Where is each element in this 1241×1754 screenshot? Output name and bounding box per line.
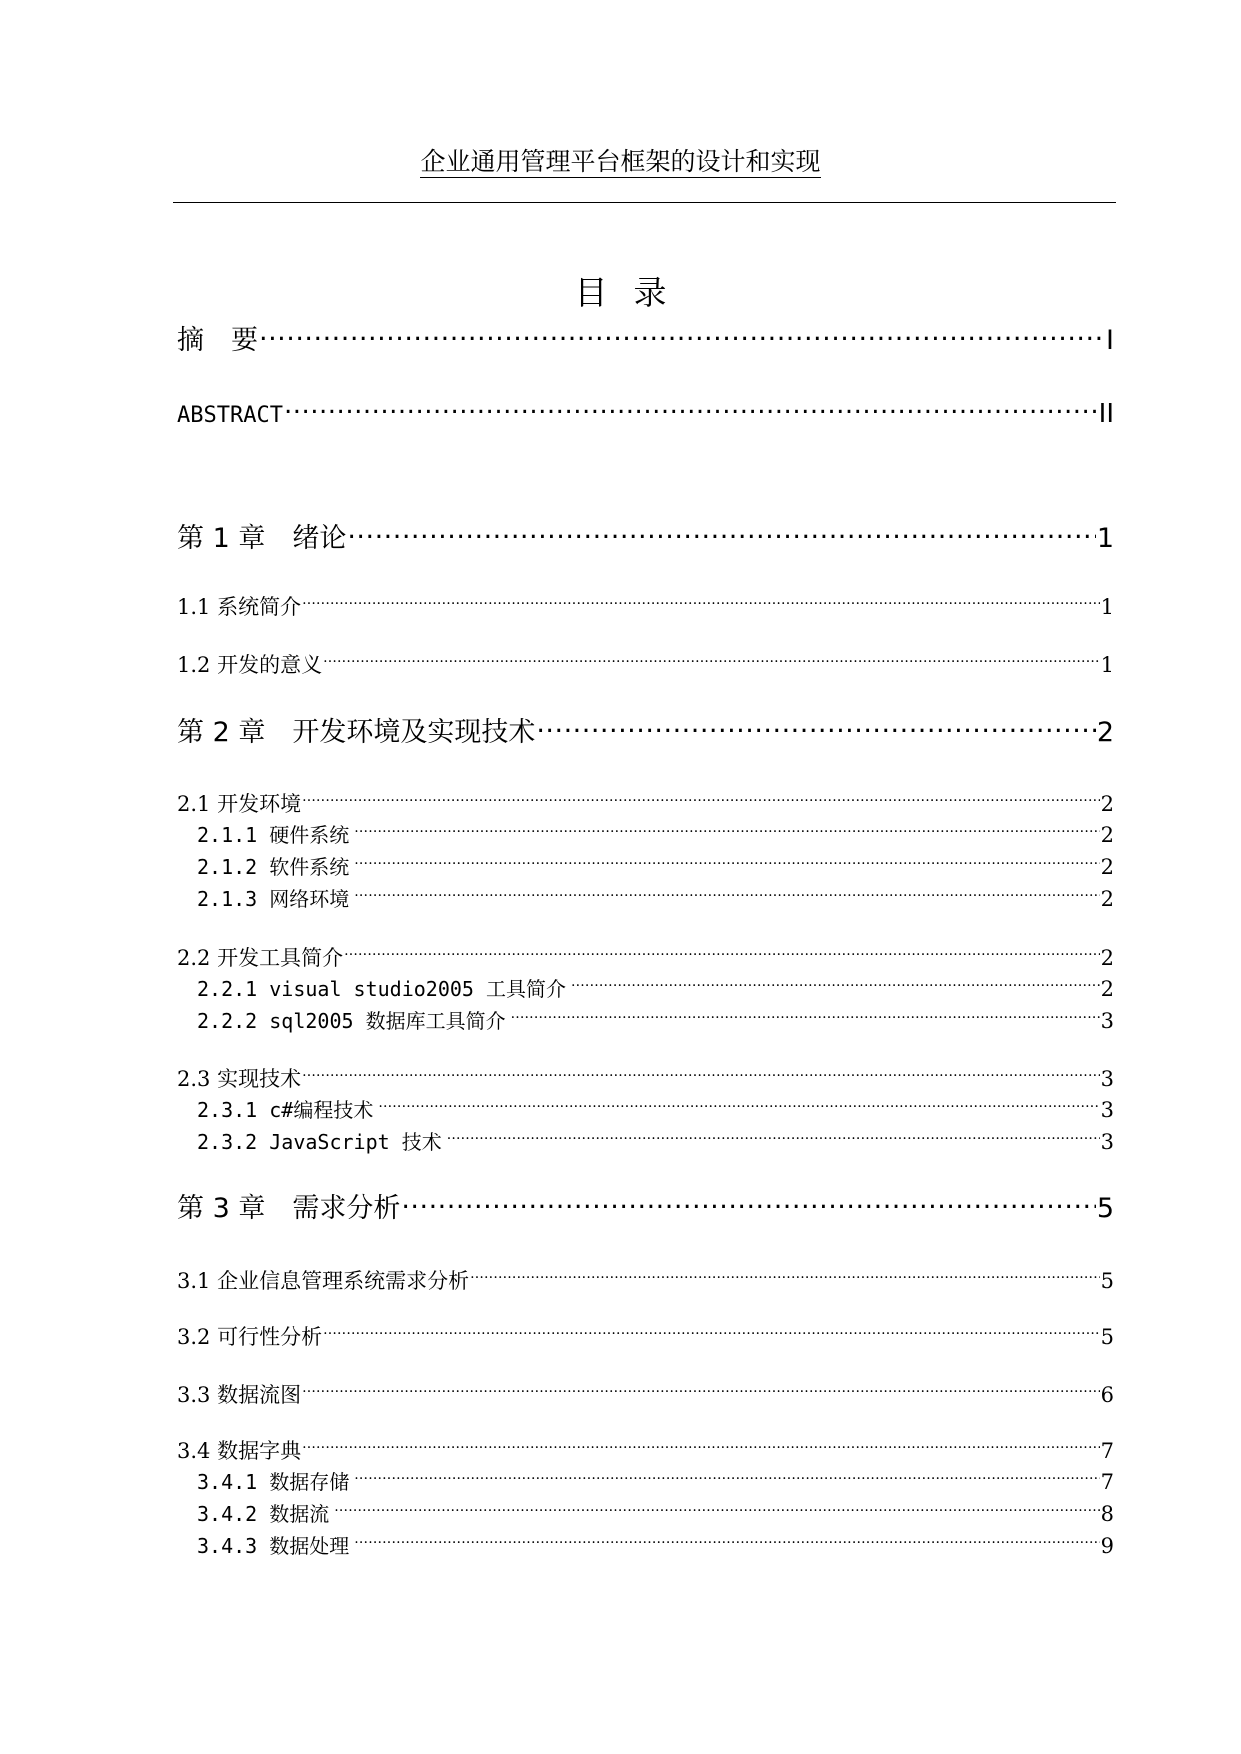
toc-entry-chapter-2[interactable] [177, 714, 1114, 750]
leader-dots [447, 1129, 1100, 1149]
toc-entry-2-1-1[interactable] [197, 822, 1114, 849]
toc-entry-page: 7 [1100, 1439, 1114, 1463]
toc-entry-page: 7 [1100, 1470, 1114, 1494]
toc-entry-page: 3 [1100, 1009, 1114, 1033]
leader-dots [354, 822, 1099, 842]
toc-entry-page: 2 [1096, 717, 1114, 748]
toc-entry-label: 3.4.1 数据存储 [197, 1470, 350, 1494]
toc-entry-3-4-2[interactable] [197, 1501, 1114, 1528]
toc-entry-label: 3.1 企业信息管理系统需求分析 [177, 1269, 470, 1293]
leader-dots [354, 1469, 1099, 1489]
toc-entry-label: 2.2 开发工具简介 [177, 946, 344, 970]
toc-entry-label: 2.3 实现技术 [177, 1067, 302, 1091]
toc-entry-2-3[interactable] [177, 1065, 1114, 1093]
toc-entry-3-2[interactable] [177, 1323, 1114, 1351]
toc-entry-label: 2.1.3 网络环境 [197, 887, 350, 911]
toc-entry-page: 1 [1100, 653, 1114, 677]
toc-entry-page: 9 [1100, 1534, 1114, 1558]
toc-entry-2-2-1[interactable] [197, 976, 1114, 1003]
toc-entry-page: 5 [1100, 1269, 1114, 1293]
toc-entry-label: 3.4 数据字典 [177, 1439, 302, 1463]
toc-entry-page: 5 [1100, 1325, 1114, 1349]
toc-entry-2-3-1[interactable] [197, 1097, 1114, 1124]
leader-dots [259, 322, 1105, 349]
toc-entry-page: 3 [1100, 1130, 1114, 1154]
toc-entry-label: 1.1 系统简介 [177, 595, 302, 619]
toc-entry-label: 3.2 可行性分析 [177, 1325, 323, 1349]
toc-entry-label: 2.2.2 sql2005 数据库工具简介 [197, 1009, 506, 1033]
toc-entry-label: 2.3.2 JavaScript 技术 [197, 1130, 442, 1154]
toc-entry-2-1-3[interactable] [197, 886, 1114, 913]
leader-dots [323, 651, 1100, 672]
toc-entry-2-1[interactable] [177, 790, 1114, 818]
leader-dots [334, 1501, 1099, 1521]
toc-entry-label: ABSTRACT [177, 403, 283, 428]
toc-entry-3-4-1[interactable] [197, 1469, 1114, 1496]
toc-entry-page: 1 [1096, 523, 1114, 554]
toc-entry-label: 3.3 数据流图 [177, 1383, 302, 1407]
toc-entry-page: 3 [1100, 1067, 1114, 1091]
leader-dots [378, 1097, 1099, 1117]
toc-entry-1-1[interactable] [177, 593, 1114, 621]
toc-entry-2-2[interactable] [177, 944, 1114, 972]
toc-entry-label: 2.3.1 c#编程技术 [197, 1098, 374, 1122]
toc-entry-page: II [1098, 399, 1114, 429]
leader-dots [347, 520, 1095, 547]
toc-entry-page: 3 [1100, 1098, 1114, 1122]
toc-entry-page: 2 [1100, 887, 1114, 911]
toc-entry-chapter-1[interactable] [177, 520, 1114, 556]
toc-entry-label: 第 1 章 绪论 [177, 523, 347, 554]
leader-dots [470, 1267, 1100, 1288]
leader-dots [302, 1437, 1100, 1458]
toc-entry-label: 2.2.1 visual studio2005 工具简介 [197, 977, 566, 1001]
toc-entry-chapter-3[interactable] [177, 1190, 1114, 1226]
toc-entry-abstract-cn[interactable] [177, 322, 1114, 358]
toc-entry-2-2-2[interactable] [197, 1008, 1114, 1035]
toc-entry-label: 3.4.2 数据流 [197, 1502, 330, 1526]
leader-dots [302, 593, 1100, 614]
toc-entry-page: 6 [1100, 1383, 1114, 1407]
toc-entry-3-4[interactable] [177, 1437, 1114, 1465]
leader-dots [354, 886, 1099, 906]
toc-entry-page: 5 [1096, 1193, 1114, 1224]
toc-entry-page: 2 [1100, 977, 1114, 1001]
leader-dots [323, 1323, 1100, 1344]
toc-entry-page: 1 [1100, 595, 1114, 619]
leader-dots [511, 1008, 1100, 1028]
toc-entry-page: 2 [1100, 855, 1114, 879]
toc-entry-label: 摘 要 [177, 325, 258, 356]
toc-entry-label: 1.2 开发的意义 [177, 653, 323, 677]
toc-entry-3-1[interactable] [177, 1267, 1114, 1295]
leader-dots [571, 976, 1100, 996]
toc-title: 目录 [574, 273, 693, 312]
leader-dots [302, 1065, 1100, 1086]
toc-entry-3-3[interactable] [177, 1381, 1114, 1409]
running-header-text: 企业通用管理平台框架的设计和实现 [420, 147, 821, 176]
toc-entry-page: 2 [1100, 792, 1114, 816]
toc-entry-label: 3.4.3 数据处理 [197, 1534, 350, 1558]
toc-entry-2-3-2[interactable] [197, 1129, 1114, 1156]
leader-dots [354, 1533, 1099, 1553]
toc-entry-3-4-3[interactable] [197, 1533, 1114, 1560]
leader-dots [536, 714, 1095, 741]
toc-entry-page: 8 [1100, 1502, 1114, 1526]
leader-dots [302, 790, 1100, 811]
toc-entry-abstract-en[interactable] [177, 396, 1114, 433]
leader-dots [284, 396, 1098, 422]
toc-entry-page: 2 [1100, 823, 1114, 847]
toc-entry-2-1-2[interactable] [197, 854, 1114, 881]
toc-entry-label: 2.1.2 软件系统 [197, 855, 350, 879]
toc-entry-label: 第 2 章 开发环境及实现技术 [177, 717, 536, 748]
leader-dots [354, 854, 1099, 874]
toc-entry-1-2[interactable] [177, 651, 1114, 679]
toc-entry-label: 第 3 章 需求分析 [177, 1193, 401, 1224]
toc-entry-label: 2.1.1 硬件系统 [197, 823, 350, 847]
leader-dots [401, 1190, 1095, 1217]
leader-dots [302, 1381, 1100, 1402]
toc-entry-page: I [1106, 325, 1114, 356]
leader-dots [344, 944, 1100, 965]
toc-entry-label: 2.1 开发环境 [177, 792, 302, 816]
toc-entry-page: 2 [1100, 946, 1114, 970]
